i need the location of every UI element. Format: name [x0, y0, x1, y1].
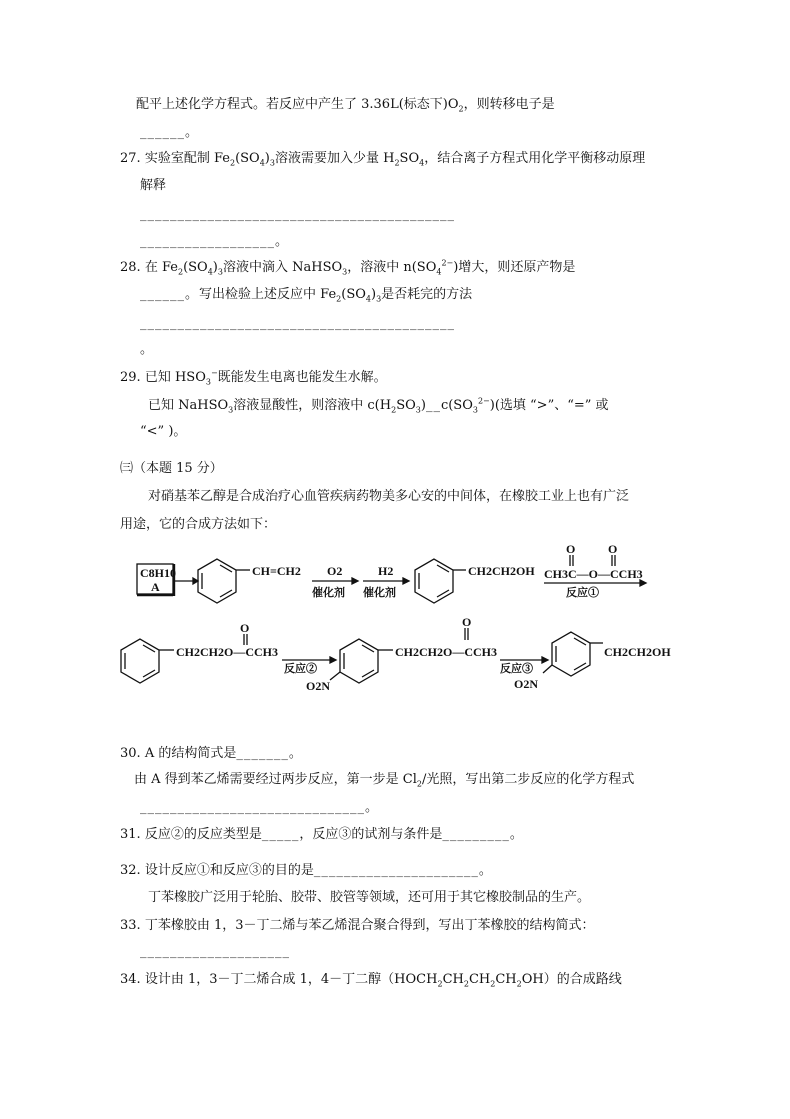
- ester-o-2: O: [462, 615, 472, 629]
- q27-answer-blank-2[interactable]: __________________。: [140, 234, 290, 249]
- q29-line3: “<” )。: [140, 424, 187, 439]
- product-side-chain: CH2CH2OH: [604, 645, 671, 659]
- q30-answer-blank-2[interactable]: ______________________________。: [140, 800, 380, 815]
- ester-o-1: O: [240, 621, 250, 635]
- q26-answer-blank[interactable]: ______。: [140, 125, 200, 140]
- q30-line2: 由 A 得到苯乙烯需要经过两步反应，第一步是 $Cl_2/$光照，写出第二步反应的化学方程式: [134, 772, 635, 789]
- nitro-ester-chain: CH2CH2O—CCH3: [395, 645, 497, 659]
- q27-answer-blank-1[interactable]: __________________________________________: [140, 207, 455, 222]
- anhydride-o-left: O: [566, 542, 576, 556]
- styrene-side-chain: CH=CH2: [252, 564, 301, 578]
- q33-line: 33. 丁苯橡胶由 1，3－丁二烯与苯乙烯混合聚合得到，写出丁苯橡胶的结构简式：: [120, 918, 595, 933]
- q28-end-mark: 。: [140, 342, 154, 357]
- q29-answer-blank[interactable]: __: [425, 398, 441, 413]
- q27-line1: 27. 实验室配制 $Fe_2(SO_4)_3$溶液需要加入少量 $H_2SO_4$，结合离子方程式用化学平衡移动原理: [120, 151, 646, 168]
- compound-a-label: A: [151, 580, 160, 594]
- q29-line2: 已知 NaHSO$_3$溶液显酸性，则溶液中 $c(H_2SO_3)\_\_c(SO_3^{2-})$(选填 “>”、“=” 或: [148, 396, 609, 415]
- phenylethanol-side-chain: CH2CH2OH: [468, 564, 535, 578]
- q32-answer-blank[interactable]: ______________________。: [313, 863, 493, 878]
- phenylethyl-acetate-chain: CH2CH2O—CCH3: [176, 645, 278, 659]
- q28-answer-blank-2[interactable]: __________________________________________: [140, 316, 455, 331]
- q28-line2: ______。写出检验上述反应中 $Fe_2(SO_4)_3$是否耗完的方法: [140, 287, 473, 304]
- q34-line: 34. 设计由 1，3－丁二烯合成 1，4－丁二醇$(HOCH_2CH_2CH_2CH_2OH)$的合成路线: [120, 972, 622, 989]
- nitro-group-1: O2N: [306, 679, 330, 693]
- synthesis-scheme: [0, 540, 790, 720]
- benzene-ring-4: [340, 639, 378, 683]
- benzene-ring-2: [415, 559, 453, 603]
- q33-answer-blank[interactable]: ____________________: [140, 944, 290, 959]
- q31-line: 31. 反应②的反应类型是_____，反应③的试剂与条件是_________。: [120, 827, 524, 842]
- nitro-group-2: O2N: [514, 677, 538, 691]
- benzene-ring-5: [552, 632, 590, 676]
- catalyst-1: 催化剂: [312, 587, 345, 599]
- compound-a-formula: C8H10: [140, 566, 176, 580]
- benzene-ring-1: [198, 559, 236, 603]
- q32-line: 32. 设计反应①和反应③的目的是______________________。: [120, 863, 493, 878]
- q31-answer-blank-1[interactable]: _____: [261, 827, 300, 842]
- benzene-ring-3: [121, 639, 159, 683]
- section-3-title: ㈢（本题 15 分）: [120, 461, 223, 476]
- acetic-anhydride: CH3C—O—CCH3: [544, 567, 643, 581]
- q26-line1: 配平上述化学方程式。若反应中产生了 3.36L(标态下)$O_2$，则转移电子是: [136, 97, 555, 114]
- reaction-1-label: 反应①: [566, 587, 599, 599]
- section-3-intro-1: 对硝基苯乙醇是合成治疗心血管疾病药物美多心安的中间体，在橡胶工业上也有广泛: [148, 489, 630, 504]
- q28-answer-blank-1[interactable]: ______。: [140, 287, 200, 302]
- reagent-o2: O2: [327, 564, 343, 578]
- anhydride-o-right: O: [608, 542, 618, 556]
- catalyst-2: 催化剂: [363, 587, 396, 599]
- section-3-intro-2: 用途，它的合成方法如下：: [120, 517, 277, 532]
- q29-line1: 29. 已知 $HSO_3^-$既能发生电离也能发生水解。: [120, 368, 387, 387]
- rubber-intro: 丁苯橡胶广泛用于轮胎、胶带、胶管等领域，还可用于其它橡胶制品的生产。: [148, 890, 591, 905]
- q31-answer-blank-2[interactable]: _________。: [442, 827, 524, 842]
- reaction-3-label: 反应③: [500, 663, 533, 675]
- q30-answer-blank-1[interactable]: _______。: [236, 746, 303, 761]
- reagent-h2: H2: [378, 564, 394, 578]
- q27-line2: 解释: [140, 178, 167, 193]
- reaction-2-label: 反应②: [284, 663, 317, 675]
- q28-line1: 28. 在 $Fe_2(SO_4)_3$溶液中滴入 NaHSO$_3$，溶液中 $n(SO_4^{2-})$增大，则还原产物是: [120, 258, 576, 277]
- q30-line1: 30. A 的结构简式是_______。: [120, 746, 303, 761]
